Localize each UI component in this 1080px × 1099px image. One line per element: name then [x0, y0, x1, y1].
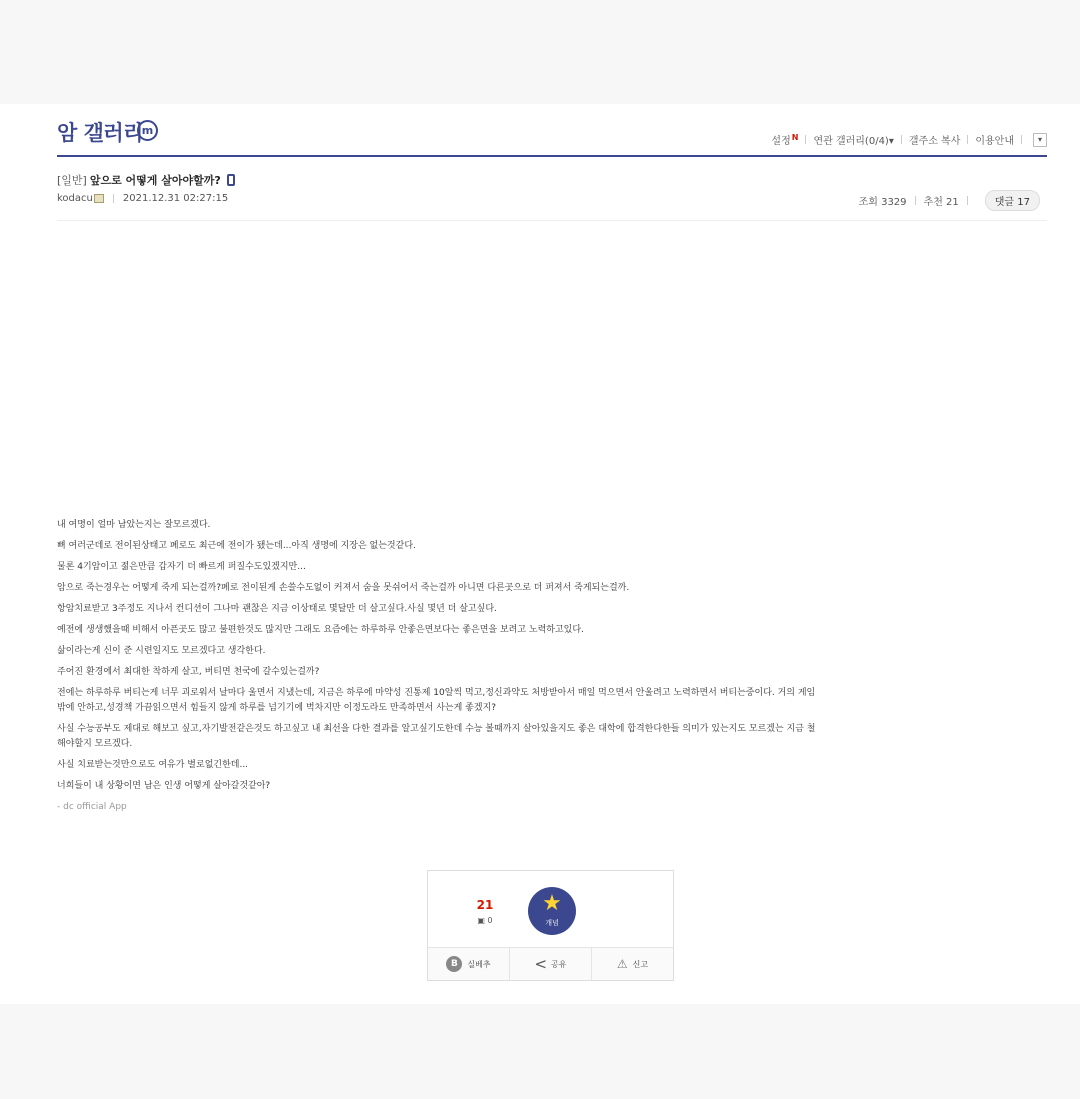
fixed-count-value: 0	[487, 916, 493, 925]
post-stats	[859, 190, 1040, 211]
body-paragraph: 내 여명이 얼마 남았는지는 잘모르겠다.	[57, 520, 211, 530]
new-badge: N	[791, 132, 799, 142]
chevron-down-icon: ▾	[888, 136, 894, 147]
related-gallery-button[interactable]	[813, 132, 893, 147]
post-meta	[57, 193, 228, 204]
post-title-text: 앞으로 어떻게 살아야할까?	[89, 174, 221, 187]
mobile-icon	[227, 174, 235, 186]
author-name[interactable]: kodacu	[57, 193, 93, 204]
star-icon: ★	[542, 891, 562, 916]
settings-label: 설정	[771, 136, 791, 147]
silbe-icon: B	[446, 956, 462, 972]
m-badge-icon: m	[137, 120, 158, 141]
vote-box	[427, 870, 674, 981]
divider	[967, 196, 968, 205]
body-paragraph: 사실 치료받는것만으로도 여유가 별로없긴한데...	[57, 760, 249, 770]
divider	[1021, 135, 1022, 144]
divider	[967, 135, 968, 144]
share-icon: <	[534, 954, 548, 973]
nickname-icon: ▣	[477, 916, 488, 925]
silbe-label: 실베추	[467, 959, 491, 969]
concept-recommend-button[interactable]	[528, 887, 576, 935]
copy-url-link[interactable]: 갤주소 복사	[908, 136, 961, 147]
dropdown-icon[interactable]: ▾	[1033, 133, 1047, 147]
header-menu	[771, 132, 1047, 147]
report-button[interactable]	[592, 948, 673, 980]
body-paragraph: 삶이라는게 신이 준 시련일지도 모르겠다고 생각한다.	[57, 646, 266, 656]
post-body	[57, 518, 823, 821]
related-gallery-label: 연관 갤러리(0/4)	[813, 136, 889, 147]
recommend-count: 추천 21	[923, 197, 959, 208]
post-title	[57, 172, 235, 188]
divider	[805, 135, 806, 144]
body-paragraph: 뼈 여러군데로 전이된상태고 폐로도 최근에 전이가 됐는데...아직 생명에 지장은 없는것같다.	[57, 541, 416, 551]
body-paragraph: 물론 4기암이고 젊은만큼 갑자기 더 빠르게 퍼질수도있겠지만...	[57, 562, 306, 572]
divider	[901, 135, 902, 144]
body-paragraph: 전에는 하루하루 버티는게 너무 괴로워서 날마다 울면서 지냈는데, 지금은 하루에 마약성 진통제 10알씩 먹고,정신과약도 처방받아서 매일 먹으면서 안울려고 노력하면서 버티는중이다. 거의 게임밖에 안하고,성경책 가끔읽으면서 힘들지 않게 하루를 넘기기에 벅차지만 이정도라도 만족하면서 사는게 좋겠지?	[57, 688, 816, 713]
concept-label: 개념	[545, 919, 559, 927]
head-tag: [일반]	[57, 174, 87, 187]
gallery-title[interactable]: 암 갤러리	[57, 121, 143, 145]
body-paragraph: 암으로 죽는경우는 어떻게 죽게 되는걸까?폐로 전이된게 손쓸수도없이 커져서 숨을 못쉬어서 죽는걸까 아니면 다른곳으로 더 퍼져서 죽게되는걸까.	[57, 583, 630, 593]
divider	[113, 194, 114, 203]
settings-link[interactable]	[771, 132, 798, 147]
vote-recommend-count: 21	[476, 898, 494, 912]
divider	[915, 196, 916, 205]
report-icon: ⚠	[616, 957, 628, 971]
share-label: 공유	[551, 959, 567, 969]
body-paragraph: 너희들이 내 상황이면 남은 인생 어떻게 살아갈것같아?	[57, 781, 271, 791]
body-paragraph: 주어진 환경에서 최대한 착하게 살고, 버티면 천국에 갈수있는걸까?	[57, 667, 320, 677]
body-paragraph: 사실 수능공부도 제대로 해보고 싶고,자기발전같은것도 하고싶고 내 최선을 다한 결과를 알고싶기도한데 수능 볼때까지 살아있을지도 좋은 대학에 합격한다한들 의미가 있는지도 모르겠는 지금 철해야할지 모르겠다.	[57, 724, 816, 749]
gallery-header	[57, 104, 1047, 157]
post-header	[57, 169, 1047, 221]
share-button[interactable]	[510, 948, 592, 980]
comment-button[interactable]: 댓글 17	[985, 190, 1040, 211]
fixed-nick-count	[428, 916, 542, 925]
view-count: 조회 3329	[858, 197, 907, 208]
post-date: 2021.12.31 02:27:15	[122, 193, 229, 204]
source-text: - dc official App	[57, 802, 127, 812]
page	[0, 104, 1080, 1004]
vote-actions	[428, 947, 673, 980]
body-paragraph: 항암치료받고 3주정도 지나서 컨디션이 그나마 괜찮은 지금 이상태로 몇달만 더 살고싶다.사실 몇년 더 살고싶다.	[57, 604, 497, 614]
guide-link[interactable]: 이용안내	[975, 136, 1014, 147]
nickname-icon	[94, 194, 104, 203]
report-label: 신고	[632, 959, 649, 969]
body-paragraph: 예전에 생생했을때 비해서 아픈곳도 많고 불편한것도 많지만 그래도 요즘에는 하루하루 안좋은면보다는 좋은면을 보려고 노력하고있다.	[57, 625, 584, 635]
silbe-button[interactable]	[428, 948, 510, 980]
